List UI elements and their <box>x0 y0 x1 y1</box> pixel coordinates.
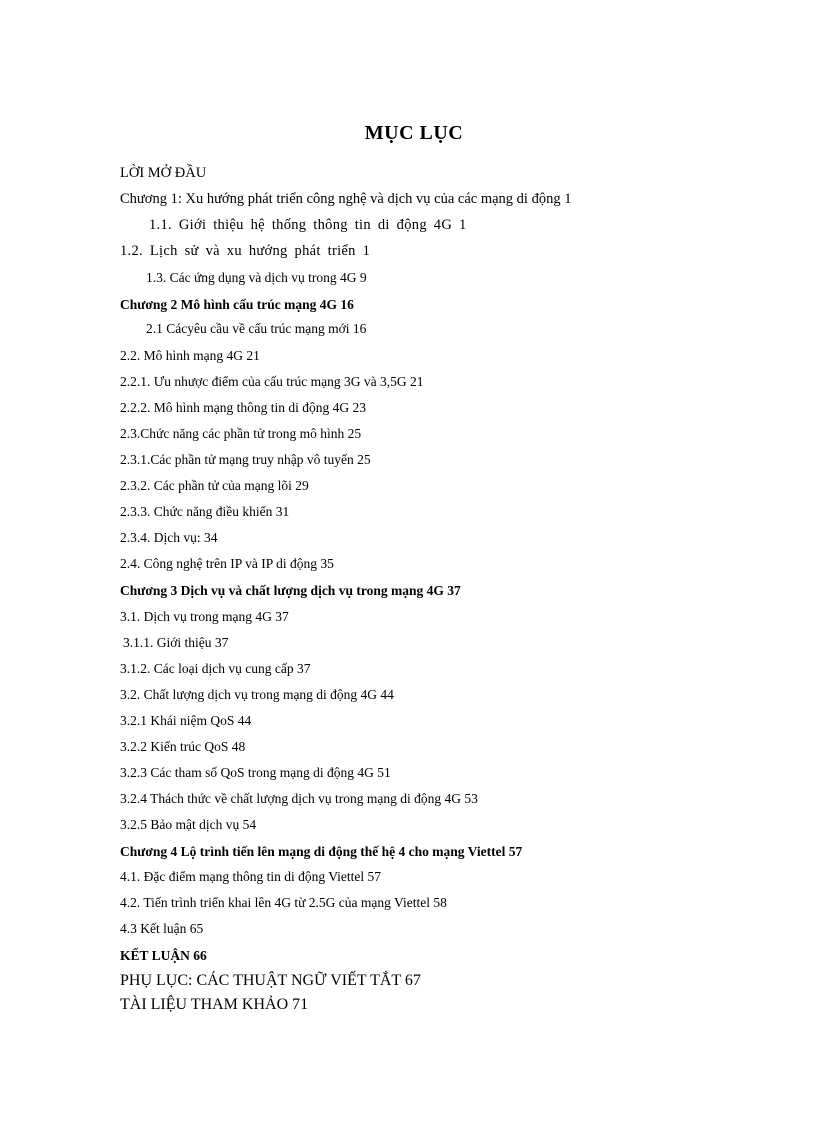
toc-entry-chapter-3: Chương 3 Dịch vụ và chất lượng dịch vụ trong mạng 4G 37 <box>120 583 461 598</box>
toc-entry: 4.1. Đặc điểm mạng thông tin di động Viettel 57 <box>120 869 382 884</box>
toc-entry: 2.2.1. Ưu nhược điểm của cấu trúc mạng 3G và 3,5G 21 <box>120 374 424 389</box>
toc-entry-chapter-2: Chương 2 Mô hình cấu trúc mạng 4G 16 <box>120 297 354 312</box>
toc-entry: 3.2.4 Thách thức về chất lượng dịch vụ trong mạng di động 4G 53 <box>120 791 478 806</box>
toc-entry: 3.2.3 Các tham số QoS trong mạng di động 4G 51 <box>120 765 391 780</box>
toc-entry: 3.2.1 Khái niệm QoS 44 <box>120 713 252 728</box>
toc-entry: 2.1 Cácyêu cầu về cấu trúc mạng mới 16 <box>146 321 367 336</box>
toc-entry: 2.2.2. Mô hình mạng thông tin di động 4G 23 <box>120 400 366 415</box>
toc-entry: 2.3.1.Các phần tử mạng truy nhập vô tuyến 25 <box>120 452 371 467</box>
toc-entry: 3.1.1. Giới thiệu 37 <box>123 635 229 650</box>
toc-entry: 2.3.3. Chức năng điều khiển 31 <box>120 504 290 519</box>
toc-entry: 2.3.2. Các phần tử của mạng lõi 29 <box>120 478 309 493</box>
toc-entry-references: TÀI LIỆU THAM KHẢO 71 <box>120 996 309 1013</box>
toc-entry-preface: LỜI MỞ ĐẦU <box>120 165 207 181</box>
toc-entry: 2.2. Mô hình mạng 4G 21 <box>120 348 260 363</box>
toc-entry-chapter-4: Chương 4 Lộ trình tiến lên mạng di động thế hệ 4 cho mạng Viettel 57 <box>120 844 523 859</box>
toc-entry-conclusion: KẾT LUẬN 66 <box>120 948 207 963</box>
toc-entry: 2.4. Công nghệ trên IP và IP di động 35 <box>120 556 334 571</box>
toc-entry-appendix: PHỤ LỤC: CÁC THUẬT NGỮ VIẾT TẮT 67 <box>120 972 421 989</box>
toc-entry: 3.2. Chất lượng dịch vụ trong mạng di động 4G 44 <box>120 687 394 702</box>
toc-entry: 3.1.2. Các loại dịch vụ cung cấp 37 <box>120 661 311 676</box>
page-title: MỤC LỤC <box>364 122 464 144</box>
toc-entry: 4.3 Kết luận 65 <box>120 921 204 936</box>
toc-entry: 3.2.2 Kiến trúc QoS 48 <box>120 739 246 754</box>
toc-entry: 1.1. Giới thiệu hệ thống thông tin di động 4G 1 <box>149 217 467 233</box>
toc-entry-chapter-1: Chương 1: Xu hướng phát triển công nghệ và dịch vụ của các mạng di động 1 <box>120 191 572 207</box>
toc-entry: 2.3.4. Dịch vụ: 34 <box>120 530 218 545</box>
toc-entry: 4.2. Tiến trình triển khai lên 4G từ 2.5G của mạng Viettel 58 <box>120 895 447 910</box>
toc-entry: 3.1. Dịch vụ trong mạng 4G 37 <box>120 609 289 624</box>
toc-entry: 3.2.5 Bảo mật dịch vụ 54 <box>120 817 257 832</box>
toc-entry: 1.3. Các ứng dụng và dịch vụ trong 4G 9 <box>146 270 367 285</box>
toc-entry: 1.2. Lịch sử và xu hướng phát triển 1 <box>120 243 371 259</box>
toc-entry: 2.3.Chức năng các phần tử trong mô hình 25 <box>120 426 362 441</box>
